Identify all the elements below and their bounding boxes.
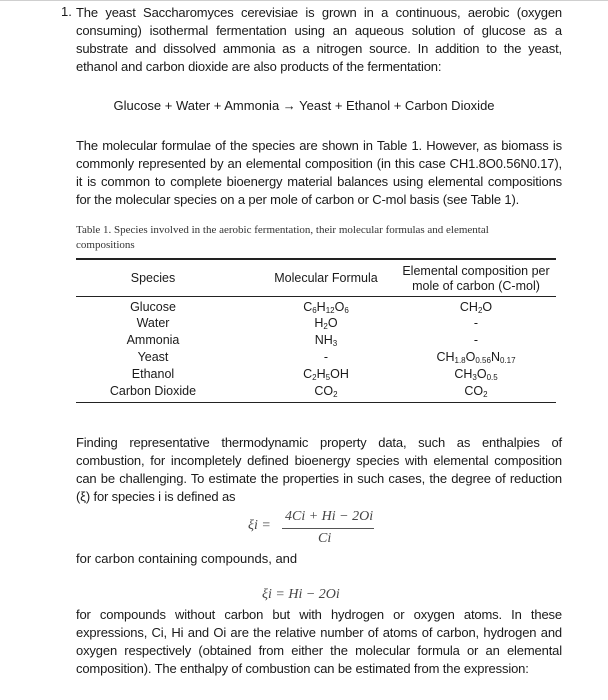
- header-molecular-formula: Molecular Formula: [274, 271, 378, 285]
- table-row-species: Water: [136, 316, 170, 330]
- formula1-numerator: 4Ci + Hi − 2Oi: [285, 509, 374, 524]
- reaction-equation: Glucose + Water + Ammonia → Yeast + Ethanol + Carbon Dioxide: [113, 98, 495, 113]
- header-species: Species: [130, 271, 176, 285]
- table-row-elemental: $CH_3O_{0.5}$: [454, 367, 498, 382]
- degree-of-reduction-paragraph: Finding representative thermodynamic property data, such as enthalpies of combustion, for incompletely defined bioenergy species with elemental composition can be challenging. To estimate the properties in such cases, the degree of reduction (ξ) for species i is defined as: [76, 435, 562, 504]
- formula1-denominator: Ci: [318, 531, 332, 546]
- header-elemental-composition: Elemental composition per mole of carbon (C-mol): [402, 264, 550, 293]
- table-row-elemental: -: [473, 333, 479, 347]
- table-row-molecular: $C_6H_{12}O_6$: [303, 300, 349, 315]
- table-row-species: Glucose: [130, 300, 176, 314]
- table-header-rule: [76, 296, 556, 297]
- enthalpy-paragraph: for compounds without carbon but with hydrogen or oxygen atoms. In these expressions, Ci, Hi and Oi are the relative number of atoms of carbon, hydrogen and oxygen respectively (obtained from either the molecular formula or an elemental composition). The enthalpy of combustion can be estimated from the expression:: [76, 607, 562, 676]
- molecular-formulae-paragraph: The molecular formulae of the species are shown in Table 1. However, as biomass is commonly represented by an elemental composition (in this case CH1.8O0.56N0.17), it is common to complete bioenergy material balances using elemental compositions for the molecular species on a per mole of carbon or C-mol basis (see Table 1).: [76, 138, 562, 207]
- table-row-species: Carbon Dioxide: [109, 384, 197, 398]
- formula1-lhs: ξi =: [248, 518, 271, 533]
- intro-paragraph: The yeast Saccharomyces cerevisiae is grown in a continuous, aerobic (oxygen consuming) isothermal fermentation using an aqueous solution of glucose as a substrate and dissolved ammonia as a nitrogen source. In addition to the yeast, ethanol and carbon dioxide are also products of the fermentation:: [76, 5, 562, 74]
- table-row-species: Ammonia: [126, 333, 180, 347]
- table-row-species: Ethanol: [131, 367, 175, 381]
- table-row-elemental: $CO_2$: [464, 384, 488, 399]
- top-divider: [0, 0, 608, 1]
- table-row-species: Yeast: [137, 350, 169, 364]
- carbon-compounds-text: for carbon containing compounds, and: [76, 551, 298, 566]
- formula1-fraction-bar: [282, 528, 374, 529]
- table-row-molecular: $NH_3$: [314, 333, 338, 348]
- table-row-molecular: -: [323, 350, 329, 364]
- table-row-molecular: $CO_2$: [314, 384, 338, 399]
- table-caption: Table 1. Species involved in the aerobic fermentation, their molecular formulas and elemental compositions: [76, 224, 489, 251]
- table-bottom-rule: [76, 402, 556, 403]
- table-row-elemental: $CH_2O$: [459, 300, 493, 315]
- question-number: 1.: [61, 4, 72, 19]
- table-top-rule: [76, 258, 556, 260]
- table-row-elemental: -: [473, 316, 479, 330]
- formula2: ξi = Hi − 2Oi: [262, 587, 340, 602]
- table-row-molecular: $C_2H_5OH$: [303, 367, 349, 382]
- table-row-molecular: $H_2O$: [314, 316, 338, 331]
- table-row-elemental: $CH_{1.8}O_{0.56}N_{0.17}$: [436, 350, 516, 365]
